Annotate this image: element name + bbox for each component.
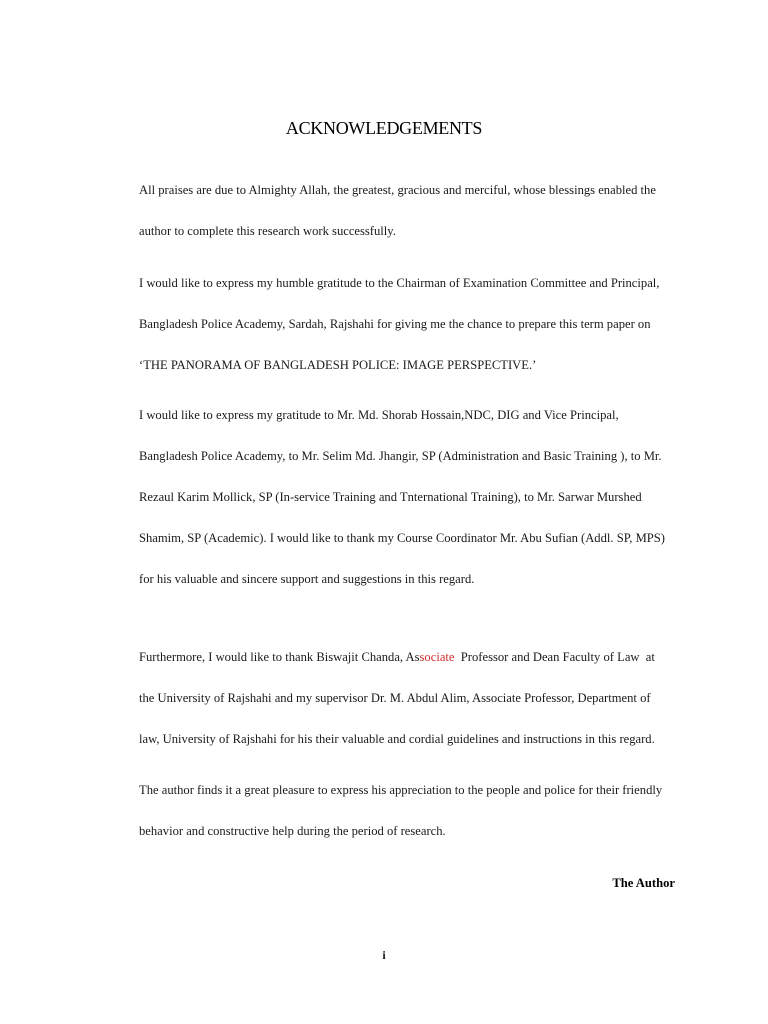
paragraph-gratitude-chairman (139, 263, 675, 386)
paragraph-praise (139, 170, 675, 252)
paragraph-line: for his valuable and sincere support and suggestions in this regard. (139, 572, 475, 586)
highlighted-text: sociate (419, 650, 455, 664)
paragraph-line: Bangladesh Police Academy, Sardah, Rajshahi for giving me the chance to prepare this term paper on (139, 317, 651, 331)
paragraph-gratitude-supervisors (139, 637, 675, 760)
signature: The Author (612, 876, 675, 890)
paragraph-line: law, University of Rajshahi for his their valuable and cordial guidelines and instructions in this regard. (139, 732, 655, 746)
page-title: ACKNOWLEDGEMENTS (285, 118, 483, 138)
paragraph-line: author to complete this research work successfully. (139, 224, 396, 238)
paragraph-appreciation (139, 770, 675, 852)
paragraph-line: Rezaul Karim Mollick, SP (In-service Training and Tnternational Training), to Mr. Sarwar Murshed (139, 490, 642, 504)
line-text: Professor and Dean Faculty of Law at (454, 650, 655, 664)
paragraph-line (139, 637, 675, 678)
paragraph-line: I would like to express my humble gratitude to the Chairman of Examination Committee and Principal, (139, 276, 660, 290)
paragraph-line: behavior and constructive help during the period of research. (139, 824, 446, 838)
page-number: i (382, 948, 386, 962)
paragraph-gratitude-officers (139, 395, 675, 600)
paragraph-line: The author finds it a great pleasure to express his appreciation to the people and police for their friendly (139, 783, 663, 797)
paragraph-line: All praises are due to Almighty Allah, the greatest, gracious and merciful, whose blessings enabled the (139, 183, 656, 197)
paragraph-line: the University of Rajshahi and my supervisor Dr. M. Abdul Alim, Associate Professor, Department of (139, 691, 651, 705)
line-text: Furthermore, I would like to thank Biswajit Chanda, As (139, 650, 420, 664)
paragraph-line: Shamim, SP (Academic). I would like to thank my Course Coordinator Mr. Abu Sufian (Addl. SP, MPS) (139, 531, 666, 545)
paragraph-line: Bangladesh Police Academy, to Mr. Selim Md. Jhangir, SP (Administration and Basic Training ), to Mr. (139, 449, 662, 463)
paragraph-line: I would like to express my gratitude to Mr. Md. Shorab Hossain,NDC, DIG and Vice Principal, (139, 408, 619, 422)
paragraph-line: ‘THE PANORAMA OF BANGLADESH POLICE: IMAGE PERSPECTIVE.’ (139, 358, 537, 372)
